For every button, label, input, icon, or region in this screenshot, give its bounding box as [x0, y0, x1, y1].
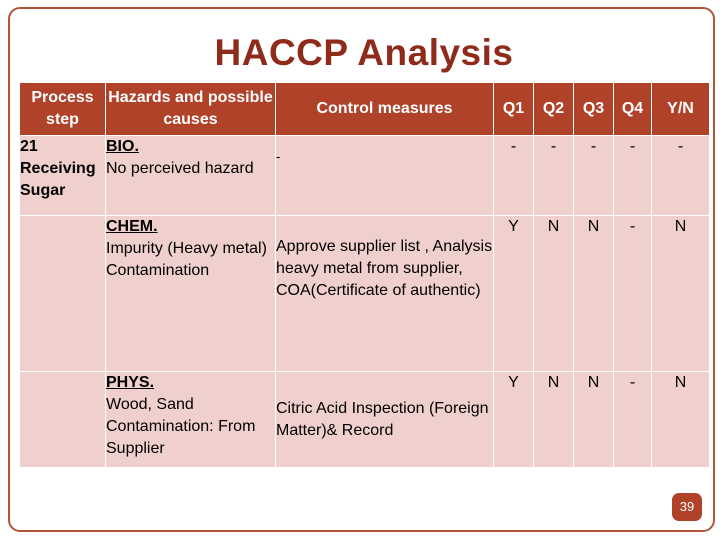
q2-cell: -	[534, 136, 574, 216]
header-yn: Y/N	[652, 83, 710, 136]
header-hazards: Hazards and possible causes	[106, 83, 276, 136]
q1-cell: Y	[494, 372, 534, 468]
control-measure-cell: -	[276, 136, 494, 216]
header-q4: Q4	[614, 83, 652, 136]
table-row	[20, 136, 710, 216]
process-step-cell-empty	[20, 372, 106, 468]
control-measure-cell: Approve supplier list , Analysis heavy metal from supplier, COA(Certificate of authentic)	[276, 216, 494, 372]
slide-title: HACCP Analysis	[214, 32, 514, 73]
yn-cell: N	[652, 372, 710, 468]
hazard-category: PHYS.	[106, 374, 155, 391]
hazard-description: No perceived hazard	[106, 160, 254, 177]
process-step-cell	[20, 136, 106, 216]
table-row	[20, 216, 710, 372]
yn-cell: -	[652, 136, 710, 216]
q1-cell: -	[494, 136, 534, 216]
process-step-number: 21	[20, 138, 38, 155]
yn-cell: N	[652, 216, 710, 372]
table-header-row	[20, 83, 710, 136]
hazard-category: BIO.	[106, 138, 139, 155]
table-row	[20, 372, 710, 468]
haccp-table	[19, 82, 710, 468]
hazard-cell	[106, 136, 276, 216]
header-control-measures: Control measures	[276, 83, 494, 136]
q3-cell: N	[574, 372, 614, 468]
header-process-step: Process step	[20, 83, 106, 136]
q2-cell: N	[534, 372, 574, 468]
q4-cell: -	[614, 136, 652, 216]
process-step-name-1: Receiving	[20, 160, 96, 177]
hazard-description: Impurity (Heavy metal) Contamination	[106, 240, 267, 279]
hazard-cell	[106, 372, 276, 468]
header-q3: Q3	[574, 83, 614, 136]
process-step-name-2: Sugar	[20, 182, 66, 199]
q3-cell: N	[574, 216, 614, 372]
header-q2: Q2	[534, 83, 574, 136]
hazard-cell	[106, 216, 276, 372]
q4-cell: -	[614, 372, 652, 468]
hazard-description: Wood, Sand Contamination: From Supplier	[106, 396, 256, 457]
q2-cell: N	[534, 216, 574, 372]
process-step-cell-empty	[20, 216, 106, 372]
page-number-badge: 39	[672, 493, 702, 521]
q1-cell: Y	[494, 216, 534, 372]
control-measure-cell: Citric Acid Inspection (Foreign Matter)& Record	[276, 372, 494, 468]
q3-cell: -	[574, 136, 614, 216]
header-q1: Q1	[494, 83, 534, 136]
q4-cell: -	[614, 216, 652, 372]
hazard-category: CHEM.	[106, 218, 158, 235]
